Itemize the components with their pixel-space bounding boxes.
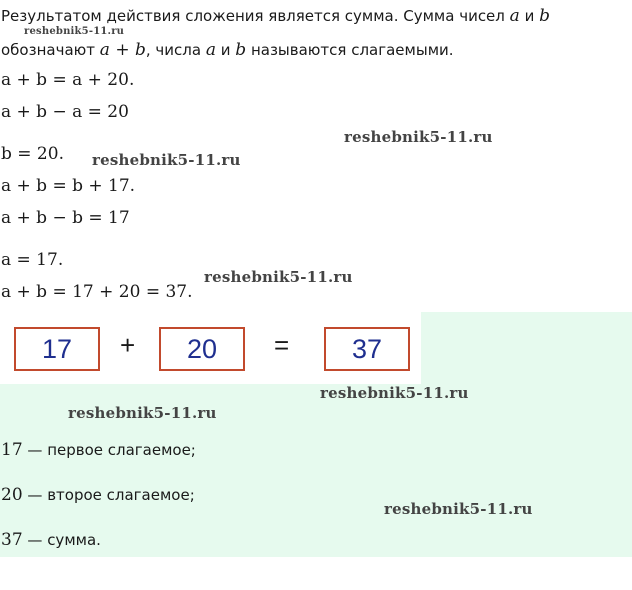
equation-4: a + b = b + 17. — [1, 176, 136, 196]
equation-6: a = 17. — [1, 250, 64, 270]
watermark-5: reshebnik5-11.ru — [68, 404, 217, 422]
intro-line-1-text: Результатом действия сложения является сумма. Сумма чисел — [1, 7, 505, 25]
equation-3: b = 20. — [1, 144, 64, 164]
term-second-label: — второе слагаемое; — [27, 486, 195, 504]
intro-line-2-mid: , числа — [145, 41, 202, 59]
expr-a-plus-b-text: a + b — [99, 40, 146, 60]
var-b: b — [539, 6, 551, 26]
watermark-6: reshebnik5-11.ru — [384, 500, 533, 518]
first-addend-box: 17 — [14, 327, 100, 371]
intro-line-2 — [1, 40, 454, 60]
second-addend-box: 20 — [159, 327, 245, 371]
conj-and: и — [524, 7, 535, 25]
term-second-number: 20 — [1, 485, 23, 505]
expr-a-plus-b — [100, 40, 146, 60]
watermark-1: reshebnik5-11.ru — [344, 128, 493, 146]
equals-sign: = — [274, 330, 290, 360]
var-b-2: b — [235, 40, 247, 60]
equation-7: a + b = 17 + 20 = 37. — [1, 282, 193, 302]
watermark-2: reshebnik5-11.ru — [92, 151, 241, 169]
intro-line-2-suffix: называются слагаемыми. — [250, 41, 454, 59]
equation-5: a + b − b = 17 — [1, 208, 130, 228]
equation-1: a + b = a + 20. — [1, 70, 135, 90]
intro-line-2-prefix: обозначают — [1, 41, 95, 59]
term-sum-label: — сумма. — [27, 531, 101, 549]
watermark-4: reshebnik5-11.ru — [320, 384, 469, 402]
watermark-3: reshebnik5-11.ru — [204, 268, 353, 286]
term-second — [1, 485, 195, 505]
term-first-label: — первое слагаемое; — [27, 441, 196, 459]
term-first — [1, 440, 196, 460]
sum-box: 37 — [324, 327, 410, 371]
var-a: a — [509, 6, 520, 26]
intro-line-1 — [1, 6, 550, 26]
watermark-small: reshebnik5-11.ru — [24, 26, 125, 37]
term-sum-number: 37 — [1, 530, 23, 550]
conj-and-2: и — [220, 41, 231, 59]
equation-2: a + b − a = 20 — [1, 102, 129, 122]
term-sum — [1, 530, 101, 550]
plus-sign: + — [120, 330, 136, 360]
var-a-2: a — [205, 40, 216, 60]
term-first-number: 17 — [1, 440, 23, 460]
